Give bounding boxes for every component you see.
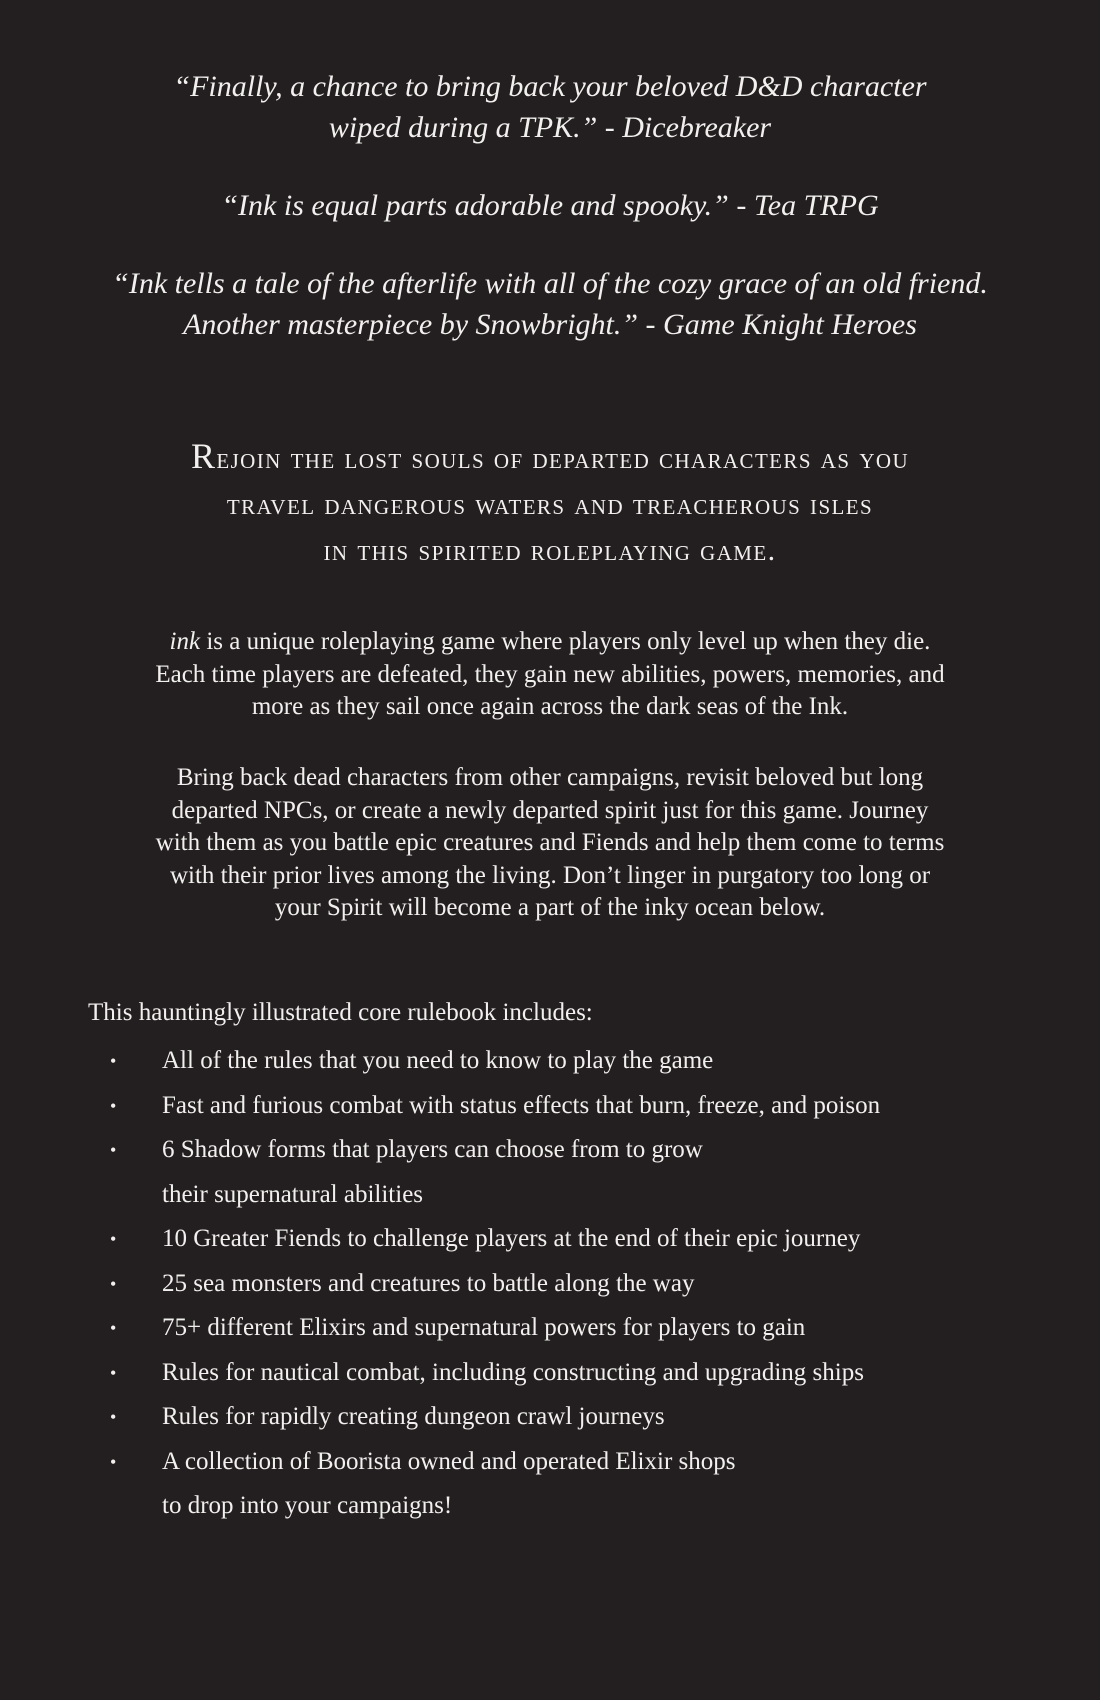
pitch-line: your Spirit will become a part of the inky ocean below. (274, 894, 826, 921)
list-item-line: All of the rules that you need to know to play the game (162, 1047, 714, 1074)
list-item-text (162, 1039, 1048, 1084)
ink-title-word: ink (169, 628, 201, 655)
pitch-line: with them as you battle epic creatures and Fiends and help them come to terms (155, 829, 945, 856)
list-item-line: Fast and furious combat with status effects that burn, freeze, and poison (162, 1091, 881, 1119)
list-item-text (162, 1395, 1048, 1440)
list-item-line: 6 Shadow forms that players can choose from to grow (162, 1136, 703, 1163)
tagline (0, 433, 1100, 574)
pitch-line: Bring back dead characters from other campaigns, revisit beloved but long (176, 764, 924, 791)
bullet-icon: • (110, 1407, 117, 1427)
game-description (0, 626, 1100, 724)
tagline-line: in this spirited roleplaying game. (323, 534, 777, 567)
list-item (88, 1262, 1048, 1307)
list-item-text (162, 1084, 1048, 1129)
bullet-icon: • (110, 1140, 117, 1160)
quote-dicebreaker (0, 66, 1100, 148)
list-item-line: A collection of Boorista owned and operated Elixir shops (162, 1447, 736, 1475)
list-item-line: to drop into your campaigns! (162, 1492, 453, 1519)
list-item (88, 1084, 1048, 1129)
bullet-icon: • (110, 1318, 117, 1338)
bullet-icon: • (110, 1362, 117, 1383)
tagline-line-text: ejoin the lost souls of departed characters as you (216, 442, 910, 475)
list-item-line: their supernatural abilities (162, 1180, 424, 1208)
description-line (0, 626, 1100, 659)
bullet-icon: • (110, 1451, 117, 1472)
description-line: Each time players are defeated, they gain new abilities, powers, memories, and (155, 660, 945, 688)
list-item (88, 1039, 1048, 1084)
list-item-line: 25 sea monsters and creatures to battle along the way (162, 1269, 695, 1297)
list-item-text (162, 1306, 1048, 1351)
bullet-icon: • (110, 1095, 117, 1116)
pitch-line: departed NPCs, or create a newly departed spirit just for this game. Journey (171, 796, 929, 824)
list-item-line: 10 Greater Fiends to challenge players at the end of their epic journey (162, 1225, 861, 1252)
list-item-line: Rules for rapidly creating dungeon crawl journeys (162, 1403, 665, 1430)
quote-line: wiped during a TPK.” - Dicebreaker (328, 111, 772, 144)
list-item (88, 1306, 1048, 1351)
description-line-text: is a unique roleplaying game where players only level up when they die. (200, 628, 931, 655)
press-quotes (0, 66, 1100, 382)
list-item-text (162, 1128, 1048, 1217)
list-item-text (162, 1262, 1048, 1307)
bullet-icon: • (110, 1229, 117, 1249)
bullet-icon: • (110, 1273, 117, 1294)
quote-line: “Ink tells a tale of the afterlife with all of the cozy grace of an old friend. (112, 267, 988, 300)
contents-list (88, 1039, 1048, 1529)
list-item (88, 1440, 1048, 1529)
quote-line: “Ink is equal parts adorable and spooky.” - Tea TRPG (221, 189, 879, 222)
quote-line: “Finally, a chance to bring back your beloved D&D character (173, 70, 927, 103)
quote-game-knight-heroes (0, 263, 1100, 345)
list-item (88, 1351, 1048, 1396)
game-pitch (0, 762, 1100, 925)
list-item-line: Rules for nautical combat, including constructing and upgrading ships (162, 1358, 864, 1386)
rulebook-contents (88, 996, 1048, 1529)
list-item-line: 75+ different Elixirs and supernatural powers for players to gain (162, 1314, 806, 1341)
tagline-line (0, 433, 1100, 482)
list-item-text (162, 1440, 1048, 1529)
list-item (88, 1395, 1048, 1440)
quote-tea-trpg (0, 185, 1100, 226)
list-item-text (162, 1351, 1048, 1396)
description-line: more as they sail once again across the dark seas of the Ink. (251, 693, 849, 720)
list-item (88, 1128, 1048, 1217)
tagline-initial: R (190, 436, 217, 476)
tagline-line: travel dangerous waters and treacherous isles (226, 488, 874, 521)
contents-heading: This hauntingly illustrated core rulebook includes: (88, 999, 593, 1026)
pitch-line: with their prior lives among the living. Don’t linger in purgatory too long or (169, 861, 931, 889)
quote-line: Another masterpiece by Snowbright.” - Game Knight Heroes (183, 308, 917, 341)
list-item (88, 1217, 1048, 1262)
list-item-text (162, 1217, 1048, 1262)
bullet-icon: • (110, 1051, 117, 1071)
